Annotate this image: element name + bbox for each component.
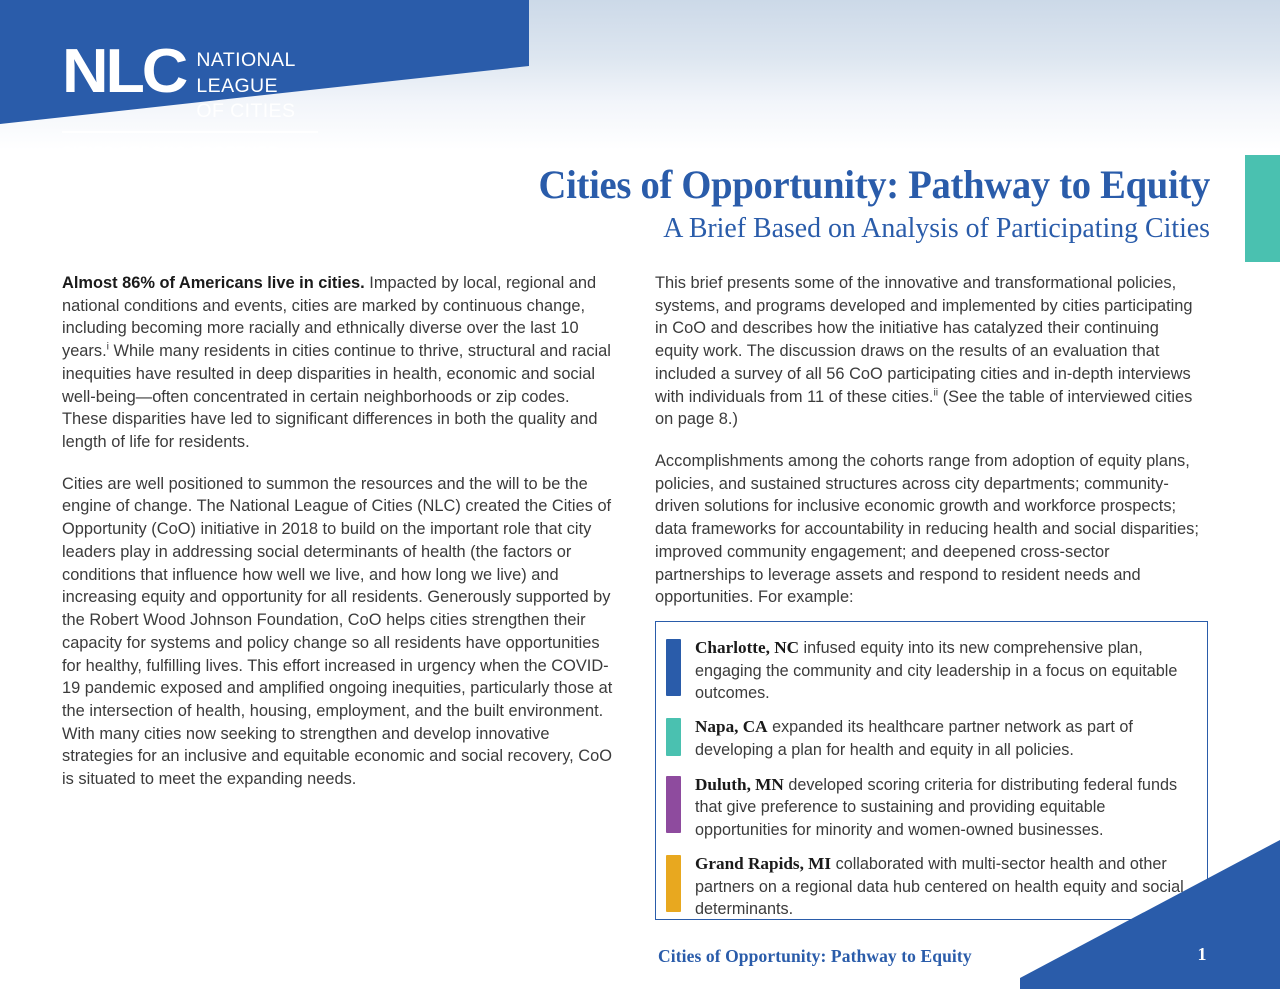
nlc-logo-wordmark [196, 48, 295, 125]
nlc-logo-mark: NLC [62, 37, 186, 106]
logo-divider-rule [62, 131, 318, 133]
color-swatch-blue [666, 639, 681, 696]
city-name-duluth: Duluth, MN [695, 774, 784, 794]
teal-accent-bar [1245, 155, 1280, 262]
city-description-charlotte: infused equity into its new comprehensive plan, engaging the community and city leadership in a focus on equitable outcomes. [695, 639, 1178, 703]
page-title: Cities of Opportunity: Pathway to Equity [538, 162, 1210, 207]
logo-word-line-3: OF CITIES [196, 100, 296, 123]
title-block [0, 163, 1210, 245]
lead-in-sentence: Almost 86% of Americans live in cities. [62, 274, 365, 292]
city-examples-callout [655, 621, 1208, 920]
left-paragraph-1-part-b: While many residents in cities continue to thrive, structural and racial inequities have resulted in deep disparities in health, economic and social well-being—often concentrated in certain neighborhoods or zip codes. These disparities have led to significant differences in both the quality and length of life for residents. [62, 342, 611, 452]
color-swatch-teal [666, 718, 681, 756]
color-swatch-amber [666, 855, 681, 912]
callout-inner [656, 622, 1207, 930]
callout-text-grand-rapids [695, 852, 1189, 920]
left-paragraph-1 [62, 272, 618, 454]
callout-item-grand-rapids [666, 852, 1189, 920]
right-paragraph-1-part-a: This brief presents some of the innovative and transformational policies, systems, and programs developed and implemented by cities participating in CoO and describes how the initiative has catalyzed their continuing equity work. The discussion draws on the results of an evaluation that included a survey of all 56 CoO participating cities and in-depth interviews with individuals from 11 of these cities. [655, 274, 1193, 406]
callout-item-charlotte [666, 636, 1189, 704]
color-swatch-purple [666, 776, 681, 833]
city-name-napa: Napa, CA [695, 717, 768, 737]
right-column [655, 272, 1203, 609]
page-subtitle: A Brief Based on Analysis of Participating Cities [663, 212, 1210, 245]
footnote-marker-i: i [106, 340, 109, 353]
city-description-grand-rapids: collaborated with multi-sector health and other partners on a regional data hub centered on health equity and social determinants. [695, 855, 1184, 919]
logo-lockup [62, 37, 318, 125]
logo-tagline: CITIES STRONG TOGETHER [62, 144, 280, 160]
callout-text-napa [695, 715, 1189, 761]
logo-word-line-2: LEAGUE [196, 74, 278, 97]
left-paragraph-2: Cities are well positioned to summon the resources and the will to be the engine of change. The National League of Cities (NLC) created the Cities of Opportunity (CoO) initiative in 2018 to build on the important role that city leaders play in addressing social determinants of health (the factors or conditions that influence how well we live, and how long we live) and increasing equity and opportunity for all residents. Generously supported by the Robert Wood Johnson Foundation, CoO helps cities strengthen their capacity for systems and policy change so all residents have opportunities for healthy, fulfilling lives. This effort increased in urgency when the COVID-19 pandemic exposed and amplified ongoing inequities, particularly those at the intersection of health, housing, employment, and the built environment. With many cities now seeking to strengthen and develop innovative strategies for an inclusive and equitable economic and social recovery, CoO is situated to meet the expanding needs. [62, 474, 613, 789]
city-name-grand-rapids: Grand Rapids, MI [695, 854, 832, 873]
city-name-charlotte: Charlotte, NC [695, 638, 800, 657]
callout-item-duluth [666, 773, 1189, 841]
nlc-logo [62, 37, 318, 160]
city-description-duluth: developed scoring criteria for distributing federal funds that give preference to sustaining and providing equitable opportunities for minority and women-owned businesses. [695, 775, 1178, 839]
callout-text-charlotte [695, 636, 1189, 704]
right-paragraph-1 [655, 272, 1203, 431]
page-number: 1 [1197, 944, 1207, 964]
right-paragraph-1-part-b: (See the table of interviewed cities on page 8.) [655, 387, 1193, 429]
city-description-napa: expanded its healthcare partner network as part of developing a plan for health and equity in all policies. [695, 718, 1133, 760]
right-paragraph-2: Accomplishments among the cohorts range from adoption of equity plans, policies, and sustained structures across city departments; community-driven solutions for inclusive economic growth and workforce prospects; data frameworks for accountability in reducing health and social disparities; improved community engagement; and deepened cross-sector partnerships to leverage assets and respond to resident needs and opportunities. For example: [655, 452, 1199, 607]
callout-text-duluth [695, 773, 1189, 841]
footer-title: Cities of Opportunity: Pathway to Equity [658, 946, 972, 966]
footnote-marker-ii: ii [933, 386, 939, 399]
left-column [62, 272, 618, 810]
left-paragraph-1-part-a: Impacted by local, regional and national conditions and events, cities are marked by continuous change, including becoming more racially and ethnically diverse over the last 10 years. [62, 274, 597, 361]
callout-item-napa [666, 715, 1189, 761]
logo-word-line-1: NATIONAL [196, 49, 296, 71]
